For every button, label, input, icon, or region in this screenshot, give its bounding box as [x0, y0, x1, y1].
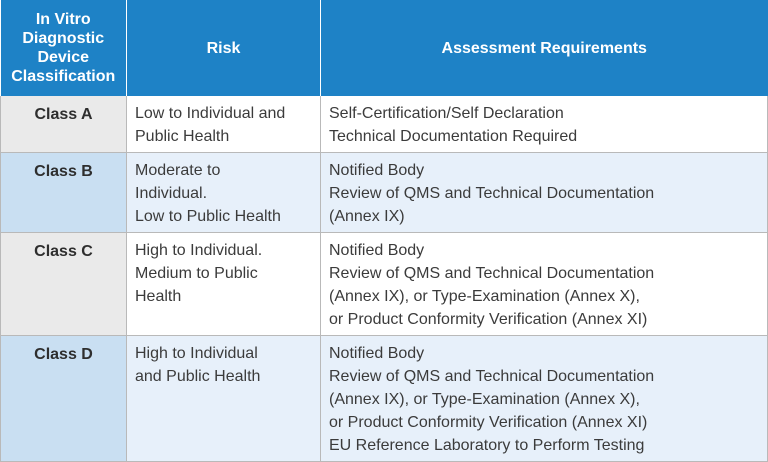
table-row-class-b [1, 153, 768, 233]
risk-cell [127, 153, 321, 233]
risk-line: Moderate to [135, 162, 221, 179]
risk-line: Public Health [135, 128, 230, 145]
requirement-line: Notified Body [329, 162, 425, 179]
risk-line: Individual. [135, 185, 208, 202]
header-classification [1, 0, 127, 96]
table-row-class-d [1, 336, 768, 462]
requirement-line: Notified Body [329, 345, 425, 362]
requirement-line: or Product Conformity Verification (Annex XI) [329, 414, 648, 431]
requirement-line: or Product Conformity Verification (Annex XI) [329, 311, 648, 328]
header-classification-line: Classification [11, 68, 116, 85]
requirement-line: Review of QMS and Technical Documentation [329, 368, 655, 385]
risk-line: Medium to Public [135, 265, 258, 282]
header-classification-line: Device [37, 49, 90, 66]
header-classification-line: In Vitro [35, 11, 91, 28]
table-row-class-a [1, 96, 768, 153]
risk-cell [127, 233, 321, 336]
requirement-line: Notified Body [329, 242, 425, 259]
risk-line: Low to Public Health [135, 208, 281, 225]
header-row [1, 0, 768, 96]
header-requirements: Assessment Requirements [321, 0, 768, 96]
requirement-line: EU Reference Laboratory to Perform Testing [329, 437, 645, 454]
class-cell: Class A [1, 96, 127, 153]
requirements-cell [321, 233, 768, 336]
class-cell: Class B [1, 153, 127, 233]
requirement-line: (Annex IX), or Type-Examination (Annex X), [329, 391, 640, 408]
header-risk: Risk [127, 0, 321, 96]
risk-line: Low to Individual and [135, 105, 286, 122]
risk-line: High to Individual [135, 345, 258, 362]
header-classification-line: Diagnostic [22, 30, 105, 47]
requirement-line: Review of QMS and Technical Documentation [329, 185, 655, 202]
risk-line: and Public Health [135, 368, 261, 385]
requirement-line: (Annex IX) [329, 208, 405, 225]
requirement-line: Self-Certification/Self Declaration [329, 105, 564, 122]
requirements-cell [321, 153, 768, 233]
requirement-line: Review of QMS and Technical Documentation [329, 265, 655, 282]
class-cell: Class D [1, 336, 127, 462]
requirement-line: (Annex IX), or Type-Examination (Annex X), [329, 288, 640, 305]
class-cell: Class C [1, 233, 127, 336]
requirements-cell [321, 96, 768, 153]
risk-cell [127, 96, 321, 153]
risk-line: High to Individual. [135, 242, 263, 259]
table-row-class-c [1, 233, 768, 336]
risk-cell [127, 336, 321, 462]
requirement-line: Technical Documentation Required [329, 128, 578, 145]
risk-line: Health [135, 288, 182, 305]
requirements-cell [321, 336, 768, 462]
